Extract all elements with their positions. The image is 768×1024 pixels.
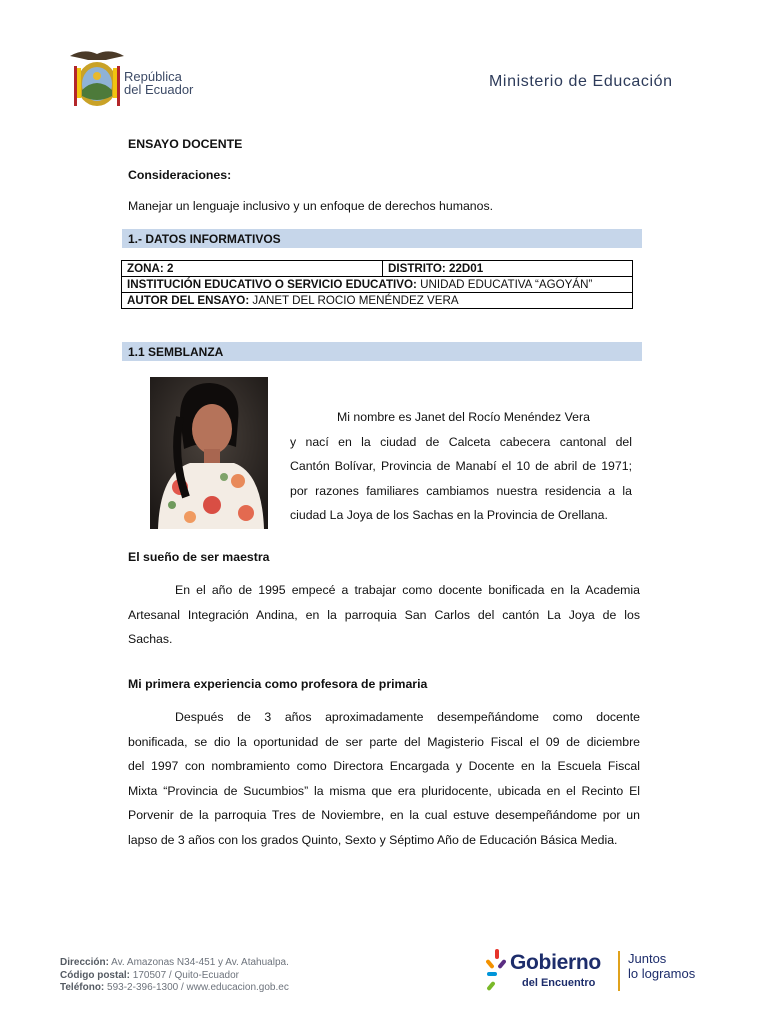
first-exp-line: lapso de 3 años con los grados Quinto, Sexto y Séptimo Año de Educación Básica Media. — [128, 832, 618, 847]
zona-label: ZONA: — [127, 262, 164, 275]
autor-label: AUTOR DEL ENSAYO: — [127, 294, 250, 307]
autor-cell — [122, 293, 633, 309]
gobierno-encuentro-logo — [486, 943, 726, 1003]
phone-label: Teléfono: — [60, 982, 105, 993]
footer-phone — [60, 982, 289, 995]
bio-line: por razones familiares cambiamos nuestra residencia a la — [290, 483, 632, 498]
considerations-text: Manejar un lenguaje inclusivo y un enfoque de derechos humanos. — [128, 199, 494, 213]
section-title-semblanza: 1.1 SEMBLANZA — [128, 345, 224, 359]
gobierno-wordmark: Gobierno — [510, 951, 601, 974]
address-value: Av. Amazonas N34-451 y Av. Atahualpa. — [111, 957, 289, 968]
footer-postal — [60, 970, 289, 983]
ecuador-coat-of-arms-logo — [66, 46, 128, 110]
dream-heading: El sueño de ser maestra — [128, 550, 270, 564]
institucion-cell — [122, 277, 633, 293]
distrito-cell — [383, 261, 633, 277]
autor-value: JANET DEL ROCIO MENÉNDEZ VERA — [252, 294, 459, 307]
info-table — [121, 260, 633, 309]
slogan-line1: Juntos — [628, 951, 667, 966]
bio-line: ciudad La Joya de los Sachas en la Provincia de Orellana. — [290, 508, 608, 523]
slogan-line2: lo logramos — [628, 966, 696, 981]
section-bar-semblanza — [122, 342, 642, 361]
first-experience-paragraph — [128, 705, 640, 853]
postal-label: Código postal: — [60, 969, 130, 981]
bio-line: y nací en la ciudad de Calceta cabecera cantonal del — [290, 434, 632, 449]
dream-line: Sachas. — [128, 632, 173, 647]
first-exp-line: del 1997 con nombramiento como Directora Encargada y Docente en la Escuela Fiscal — [128, 759, 640, 774]
section-title-datos: 1.- DATOS INFORMATIVOS — [128, 232, 281, 246]
sunburst-icon — [486, 947, 508, 999]
author-portrait-photo — [150, 377, 268, 529]
republic-line2: del Ecuador — [124, 82, 194, 97]
phone-value: 593-2-396-1300 / www.educacion.gob.ec — [107, 982, 289, 993]
considerations-heading: Consideraciones: — [128, 168, 232, 182]
dream-line: Artesanal Integración Andina, en la parroquia San Carlos del cantón La Joya de los — [128, 607, 640, 622]
first-exp-line: Porvenir de la parroquia Tres de Noviembre, en la cual estuve desempeñándome por un — [128, 808, 640, 823]
address-label: Dirección: — [60, 957, 109, 968]
table-row — [122, 261, 633, 277]
footer-address — [60, 957, 289, 970]
table-row — [122, 277, 633, 293]
encuentro-wordmark: del Encuentro — [522, 977, 596, 989]
first-exp-line: bonificada, se dio la oportunidad de ser parte del Magisterio Fiscal el 09 de diciembre — [128, 734, 640, 749]
first-experience-heading: Mi primera experiencia como profesora de primaria — [128, 677, 428, 691]
footer-contact — [60, 957, 289, 995]
ministry-name: Ministerio de Educación — [489, 73, 673, 90]
institucion-value: UNIDAD EDUCATIVA “AGOYÁN” — [420, 278, 593, 291]
slogan — [628, 951, 695, 981]
bio-paragraph — [290, 405, 632, 528]
zona-cell — [122, 261, 383, 277]
bio-line: Mi nombre es Janet del Rocío Menéndez Vera — [337, 410, 590, 424]
postal-value: 170507 / Quito-Ecuador — [132, 969, 239, 981]
republic-line1: República — [124, 69, 182, 84]
document-title: ENSAYO DOCENTE — [128, 137, 243, 151]
republica-ecuador-wordmark — [124, 70, 193, 96]
distrito-value: 22D01 — [449, 262, 484, 275]
dream-line: En el año de 1995 empecé a trabajar como docente bonificada en la Academia — [175, 583, 640, 597]
zona-value: 2 — [166, 262, 174, 275]
dream-paragraph — [128, 578, 640, 652]
table-row — [122, 293, 633, 309]
logo-divider — [618, 951, 620, 991]
institucion-label: INSTITUCIÓN EDUCATIVO O SERVICIO EDUCATIVO: — [127, 278, 417, 291]
section-bar-datos — [122, 229, 642, 248]
distrito-label: DISTRITO: — [388, 262, 446, 275]
first-exp-line: Después de 3 años aproximadamente desempeñándome como docente — [175, 710, 640, 724]
bio-line: Cantón Bolívar, Provincia de Manabí el 10 de abril de 1971; — [290, 459, 632, 474]
first-exp-line: Mixta “Provincia de Sucumbios” la misma que era pluridocente, ubicada en el Recinto El — [128, 783, 640, 798]
